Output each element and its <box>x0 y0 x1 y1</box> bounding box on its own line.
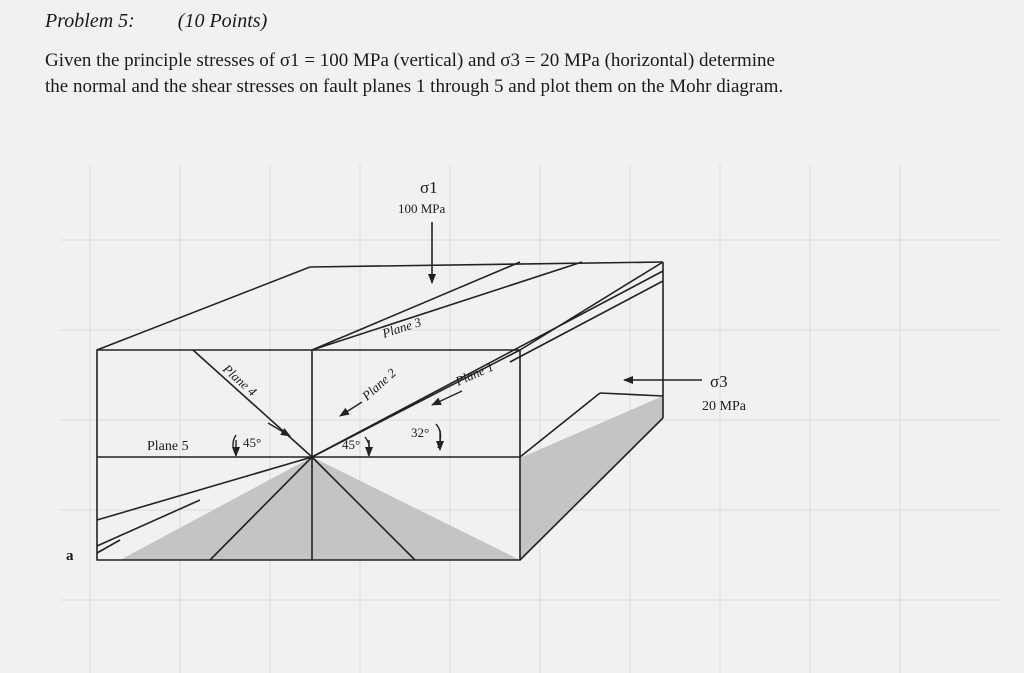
corner-label: a <box>66 548 74 564</box>
plane1-angle-label: 32° <box>411 425 430 440</box>
plane3-label: Plane 3 <box>380 314 424 341</box>
background-grid <box>60 165 1000 673</box>
sigma3-symbol-text: σ3 <box>500 50 520 71</box>
plane2-label: Plane 2 <box>358 365 399 404</box>
statement-part-1: Given the principle stresses of <box>45 50 280 71</box>
points-label: (10 Points) <box>177 10 268 32</box>
statement-part-2: = 100 MPa (vertical) and <box>299 50 501 71</box>
sigma1-value: 100 MPa <box>398 201 446 216</box>
sigma1-label: σ1 <box>420 178 438 197</box>
sigma1-symbol-text: σ1 <box>279 50 300 71</box>
stress-arrows <box>432 222 702 380</box>
plane5-angle-label: 45° <box>243 435 262 450</box>
plane5-label: Plane 5 <box>147 439 189 454</box>
plane4-label: Plane 4 <box>219 361 260 400</box>
plane1-label: Plane 1 <box>453 358 496 389</box>
plane4-slip-arrow <box>268 423 290 436</box>
sigma3-label: σ3 <box>710 372 728 391</box>
statement-part-3: = 20 MPa (horizontal) determine <box>519 50 775 71</box>
statement-line-2: the normal and the shear stresses on fault planes 1 through 5 and plot them on the Mohr diagram. <box>45 76 784 97</box>
problem-label: Problem 5: <box>45 10 135 32</box>
sigma3-value: 20 MPa <box>702 399 746 414</box>
plane2-slip-arrow <box>340 402 362 416</box>
plane2-angle-label: 45° <box>342 437 361 452</box>
